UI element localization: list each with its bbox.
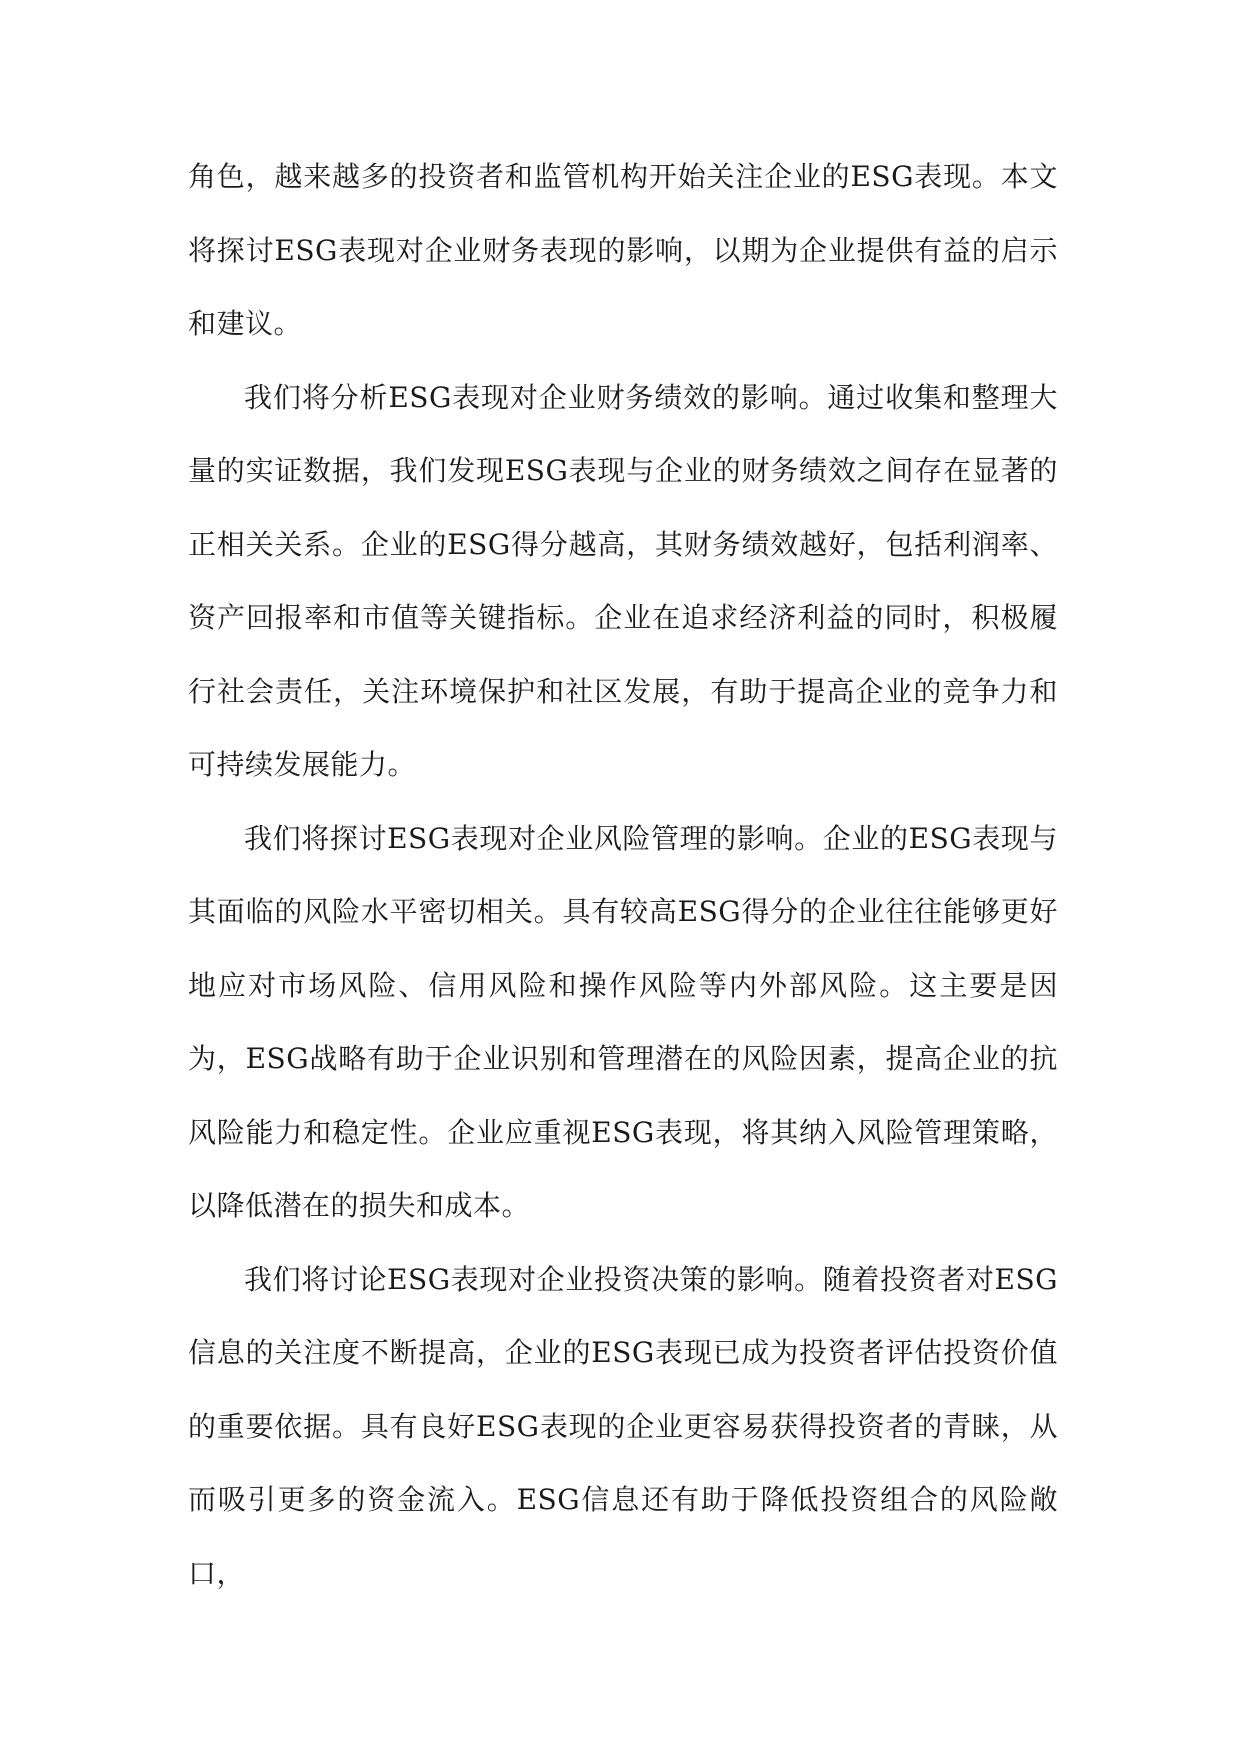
paragraph-investment-decision: 我们将讨论ESG表现对企业投资决策的影响。随着投资者对ESG信息的关注度不断提高，企业的ESG表现已成为投资者评估投资价值的重要依据。具有良好ESG表现的企业更容易获得投资者的青睐，从而吸引更多的资金流入。ESG信息还有助于降低投资组合的风险敞口， xyxy=(188,1262,1058,1590)
paragraph-financial-performance: 我们将分析ESG表现对企业财务绩效的影响。通过收集和整理大量的实证数据，我们发现ESG表现与企业的财务绩效之间存在显著的正相关关系。企业的ESG得分越高，其财务绩效越好，包括利润率、资产回报率和市值等关键指标。企业在追求经济利益的同时，积极履行社会责任，关注环境保护和社区发展，有助于提高企业的竞争力和可持续发展能力。 xyxy=(188,380,1058,781)
paragraph-continuation: 角色，越来越多的投资者和监管机构开始关注企业的ESG表现。本文将探讨ESG表现对企业财务表现的影响，以期为企业提供有益的启示和建议。 xyxy=(188,160,1058,340)
paragraph-risk-management: 我们将探讨ESG表现对企业风险管理的影响。企业的ESG表现与其面临的风险水平密切相关。具有较高ESG得分的企业往往能够更好地应对市场风险、信用风险和操作风险等内外部风险。这主要是因为，ESG战略有助于企业识别和管理潜在的风险因素，提高企业的抗风险能力和稳定性。企业应重视ESG表现，将其纳入风险管理策略，以降低潜在的损失和成本。 xyxy=(188,821,1058,1222)
body-text xyxy=(188,140,1058,1610)
